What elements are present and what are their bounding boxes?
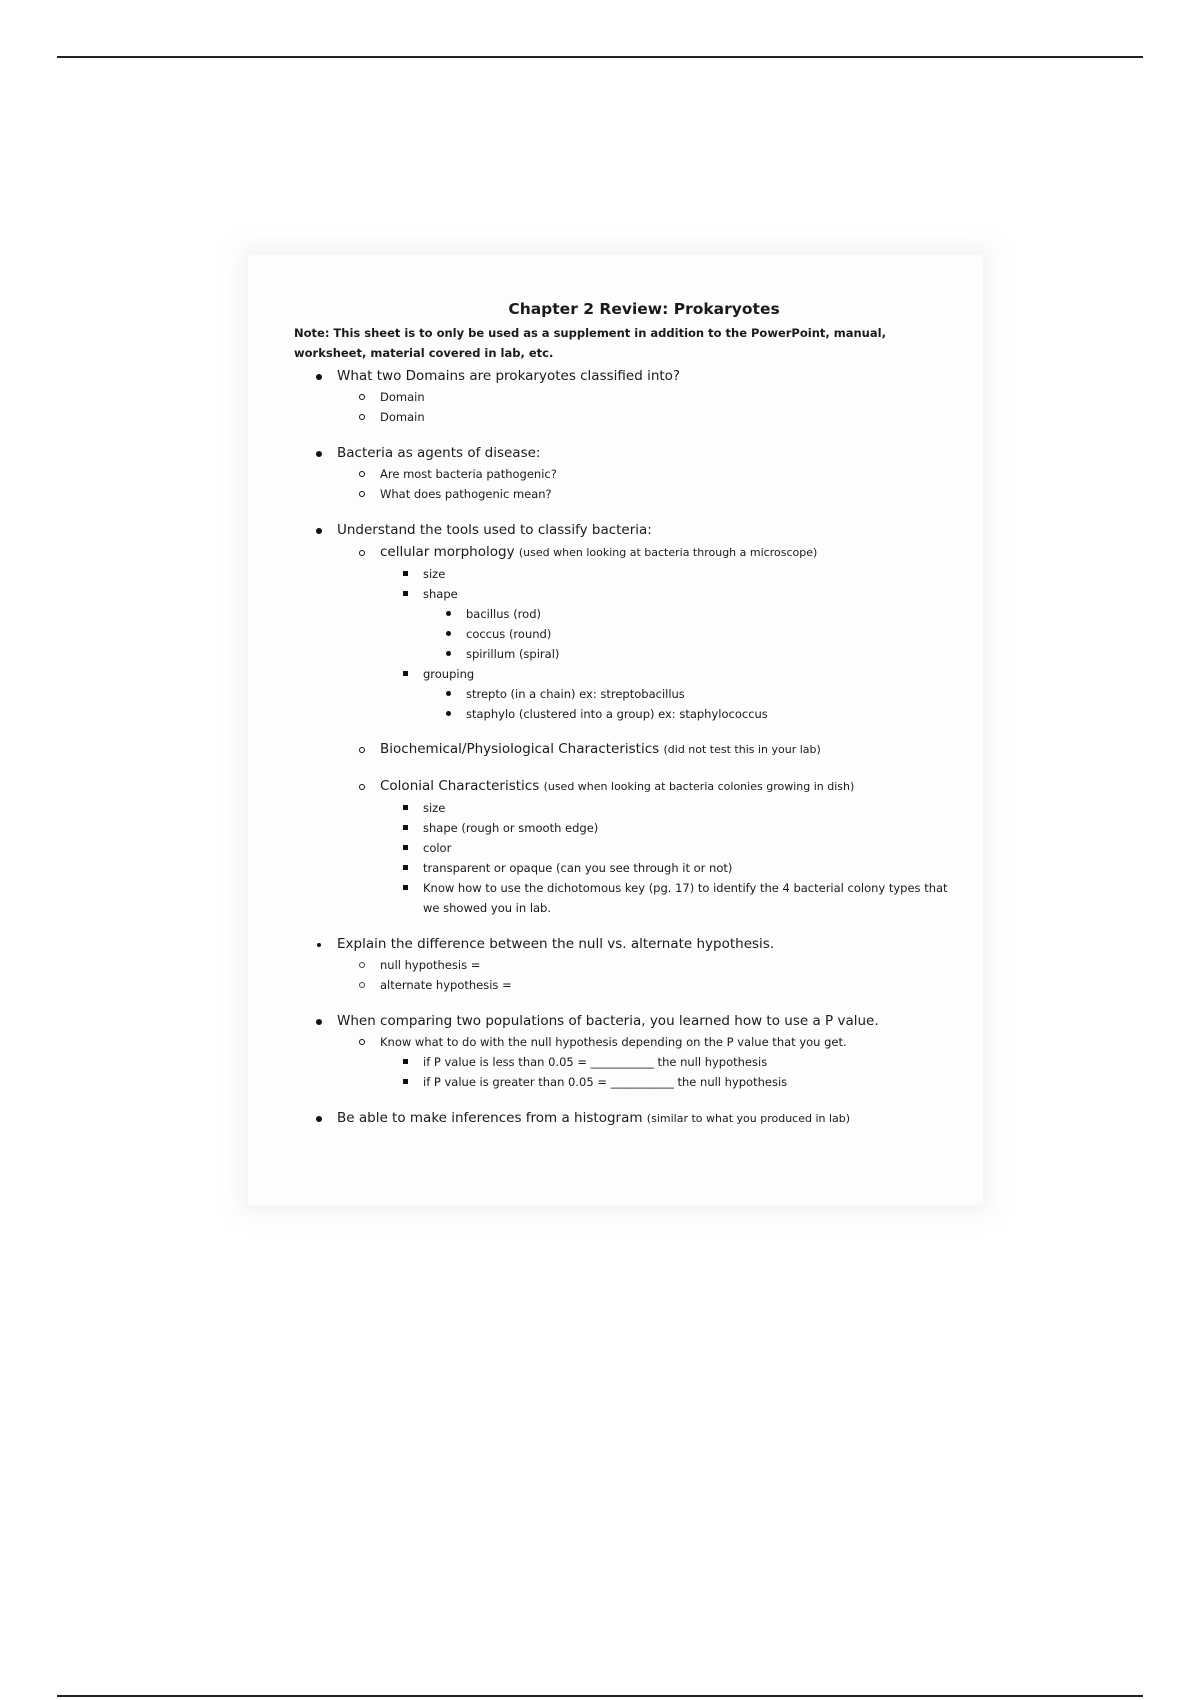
item-text: What two Domains are prokaryotes classified into? (337, 368, 681, 384)
item-text: shape (rough or smooth edge) (423, 821, 599, 835)
list-item (380, 1072, 954, 1092)
list-item (337, 407, 954, 427)
item-text: Understand the tools used to classify bacteria: (337, 522, 652, 538)
item-text (380, 738, 954, 761)
item-text: Domain (380, 390, 425, 404)
item-text: shape (423, 587, 458, 601)
list-item (294, 519, 954, 918)
list-item (337, 484, 954, 504)
list-item (380, 878, 954, 918)
list-item (294, 1107, 954, 1130)
sub-list (380, 564, 954, 724)
list-item (423, 624, 954, 644)
sub-list (337, 541, 954, 918)
list-item (380, 664, 954, 724)
item-text: transparent or opaque (can you see through it or not) (423, 861, 733, 875)
item-text: What does pathogenic mean? (380, 487, 552, 501)
biochemical-note: (did not test this in your lab) (663, 743, 821, 756)
item-text: spirillum (spiral) (466, 647, 560, 661)
list-item (423, 684, 954, 704)
sub-list (380, 798, 954, 918)
item-text: Bacteria as agents of disease: (337, 445, 541, 461)
list-item (380, 838, 954, 858)
item-text: Domain (380, 410, 425, 424)
list-item (337, 955, 954, 975)
list-item (380, 584, 954, 664)
list-item (294, 442, 954, 504)
item-text: coccus (round) (466, 627, 552, 641)
list-item (337, 975, 954, 995)
list-item (337, 387, 954, 407)
list-item (294, 365, 954, 427)
item-text: staphylo (clustered into a group) ex: staphylococcus (466, 707, 768, 721)
biochemical-label: Biochemical/Physiological Characteristics (380, 741, 660, 757)
item-text: bacillus (rod) (466, 607, 541, 621)
item-text: alternate hypothesis = (380, 978, 512, 992)
colonial-label: Colonial Characteristics (380, 778, 540, 794)
list-item (337, 738, 954, 761)
sub-list (423, 684, 954, 724)
item-text: if P value is greater than 0.05 = ___________ the null hypothesis (423, 1075, 788, 1089)
colonial-note: (used when looking at bacteria colonies growing in dish) (543, 780, 855, 793)
document-body (294, 300, 954, 1130)
item-text: When comparing two populations of bacteria, you learned how to use a P value. (337, 1013, 879, 1029)
item-text: Know what to do with the null hypothesis depending on the P value that you get. (380, 1035, 847, 1049)
header-rule (57, 56, 1143, 58)
sub-list (337, 955, 954, 995)
item-text (337, 1107, 954, 1130)
list-item (380, 818, 954, 838)
review-list (294, 365, 954, 1130)
item-text: if P value is less than 0.05 = ___________ the null hypothesis (423, 1055, 768, 1069)
histogram-text: Be able to make inferences from a histogram (337, 1110, 643, 1126)
list-item (294, 1010, 954, 1092)
list-item (380, 1052, 954, 1072)
item-text: Explain the difference between the null vs. alternate hypothesis. (337, 936, 775, 952)
item-text: Are most bacteria pathogenic? (380, 467, 557, 481)
list-item (337, 541, 954, 724)
list-item (294, 933, 954, 995)
footer-rule (57, 1695, 1143, 1697)
list-item (337, 775, 954, 918)
sub-list (423, 604, 954, 664)
sub-list (337, 1032, 954, 1092)
item-text (380, 775, 954, 798)
item-text: null hypothesis = (380, 958, 481, 972)
item-text: color (423, 841, 452, 855)
cellular-morphology-label: cellular morphology (380, 544, 515, 560)
item-text: size (423, 567, 446, 581)
list-item (380, 564, 954, 584)
sub-list (337, 387, 954, 427)
item-text: grouping (423, 667, 475, 681)
note-text: Note: This sheet is to only be used as a supplement in addition to the PowerPoint, manual, worksheet, material covered in lab, etc. (294, 326, 886, 360)
list-item (380, 858, 954, 878)
item-text: size (423, 801, 446, 815)
list-item (337, 1032, 954, 1092)
item-text: Know how to use the dichotomous key (pg. 17) to identify the 4 bacterial colony types that we showed you in lab. (423, 881, 948, 915)
page-title: Chapter 2 Review: Prokaryotes (508, 300, 780, 318)
list-item (337, 464, 954, 484)
item-text: strepto (in a chain) ex: streptobacillus (466, 687, 685, 701)
sub-list (380, 1052, 954, 1092)
cellular-morphology-note: (used when looking at bacteria through a microscope) (518, 546, 818, 559)
item-text (380, 541, 954, 564)
sub-list (337, 464, 954, 504)
list-item (423, 704, 954, 724)
list-item (423, 644, 954, 664)
list-item (380, 798, 954, 818)
histogram-note: (similar to what you produced in lab) (646, 1112, 851, 1125)
list-item (423, 604, 954, 624)
